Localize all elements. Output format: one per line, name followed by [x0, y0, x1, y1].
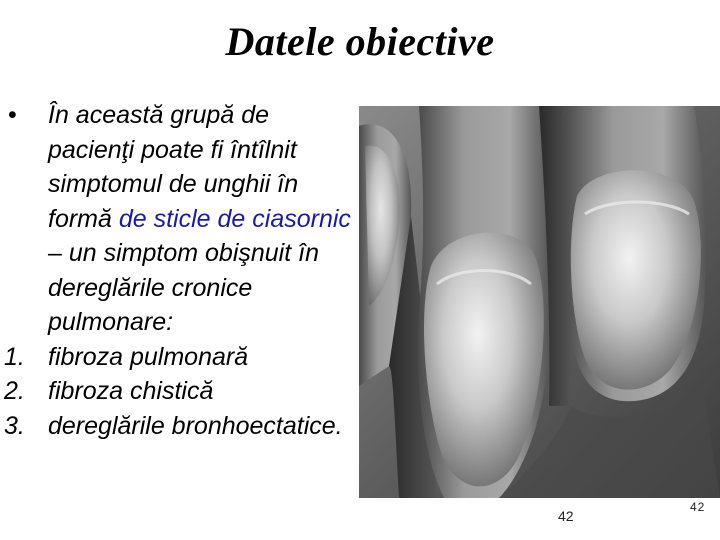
bullet-symbol: •: [8, 101, 17, 129]
page-number-inner: 42: [558, 508, 574, 524]
list-item: [0, 409, 360, 444]
fingers-illustration: [359, 106, 720, 498]
intro-highlight: de sticle de ciasornic: [118, 204, 351, 233]
item-number: 1.: [4, 342, 25, 371]
intro-bullet: [0, 98, 360, 340]
intro-text-after: – un simptom obişnuit în dereglările cronice pulmonare:: [48, 239, 319, 336]
item-text: fibroza pulmonară: [48, 342, 249, 371]
slide-title: Datele obiective: [225, 19, 495, 64]
item-text: fibroza chistică: [48, 377, 214, 405]
bullet-list: [0, 98, 360, 443]
item-number: 2.: [4, 377, 25, 405]
clubbed-fingers-photo: [359, 106, 720, 498]
intro-text-before: În această grupă de pacienţi poate fi întîlnit simptomul de unghii în formă: [48, 101, 299, 233]
list-item: [0, 340, 360, 375]
item-number: 3.: [4, 411, 25, 440]
list-item: [0, 374, 360, 409]
page-number-corner: 42: [690, 500, 706, 514]
item-text: dereglările bronhoectatice.: [48, 411, 343, 440]
